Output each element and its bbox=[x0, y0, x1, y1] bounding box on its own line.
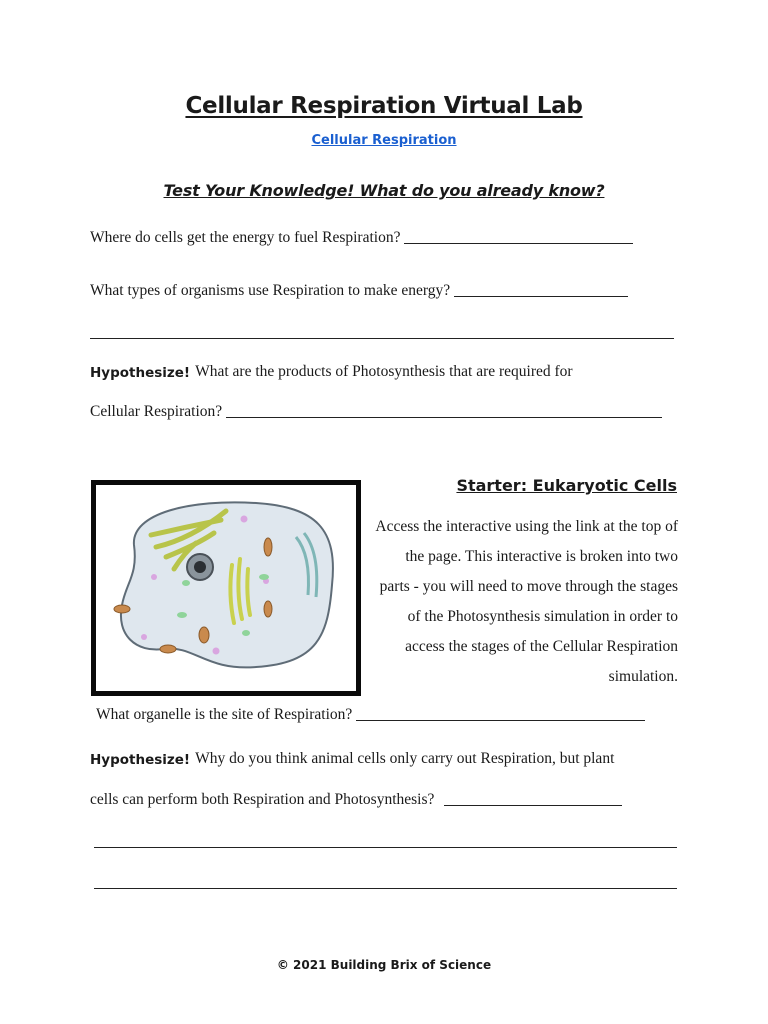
question-text: What are the products of Photosynthesis that are required for bbox=[195, 363, 573, 380]
hypothesize-label: Hypothesize! bbox=[90, 752, 191, 768]
answer-blank[interactable] bbox=[226, 416, 662, 418]
answer-blank[interactable] bbox=[356, 719, 645, 721]
answer-line[interactable] bbox=[94, 888, 677, 889]
hypothesize-label: Hypothesize! bbox=[90, 365, 191, 381]
question-text: Where do cells get the energy to fuel Respiration? bbox=[90, 229, 401, 246]
section-heading-eukaryotic: Starter: Eukaryotic Cells bbox=[456, 476, 677, 495]
question-text: What organelle is the site of Respiration? bbox=[96, 706, 353, 723]
answer-line[interactable] bbox=[94, 847, 677, 848]
instructions-paragraph: Access the interactive using the link at the top of the page. This interactive is broken into two parts - you will need to move through the stages of the Photosynthesis simulation in order to access the stages of the Cellular Respiration simulation. bbox=[375, 518, 678, 685]
question-text: Why do you think animal cells only carry out Respiration, but plant bbox=[195, 750, 615, 767]
hypothesis-animal-plant-cont bbox=[90, 791, 622, 809]
section-heading-knowledge: Test Your Knowledge! What do you already know? bbox=[163, 181, 605, 200]
question-text: cells can perform both Respiration and Photosynthesis? bbox=[90, 791, 435, 808]
hypothesis-products bbox=[90, 363, 573, 381]
question-organelle bbox=[96, 706, 645, 724]
page-title: Cellular Respiration Virtual Lab bbox=[185, 93, 583, 119]
hypothesis-products-cont bbox=[90, 403, 662, 421]
cell-membrane bbox=[121, 502, 333, 667]
answer-blank[interactable] bbox=[444, 804, 622, 806]
cell-illustration bbox=[96, 485, 356, 691]
answer-blank[interactable] bbox=[404, 242, 633, 244]
question-text: Cellular Respiration? bbox=[90, 403, 223, 420]
answer-blank[interactable] bbox=[454, 295, 628, 297]
question-text: What types of organisms use Respiration to make energy? bbox=[90, 282, 451, 299]
answer-line[interactable] bbox=[90, 338, 674, 339]
question-energy-source bbox=[90, 229, 633, 247]
question-organisms bbox=[90, 282, 628, 300]
copyright-footer: © 2021 Building Brix of Science bbox=[276, 958, 492, 972]
hypothesis-animal-plant bbox=[90, 750, 614, 768]
simulation-link[interactable]: Cellular Respiration bbox=[311, 133, 457, 148]
eukaryotic-cell-image bbox=[91, 480, 361, 696]
